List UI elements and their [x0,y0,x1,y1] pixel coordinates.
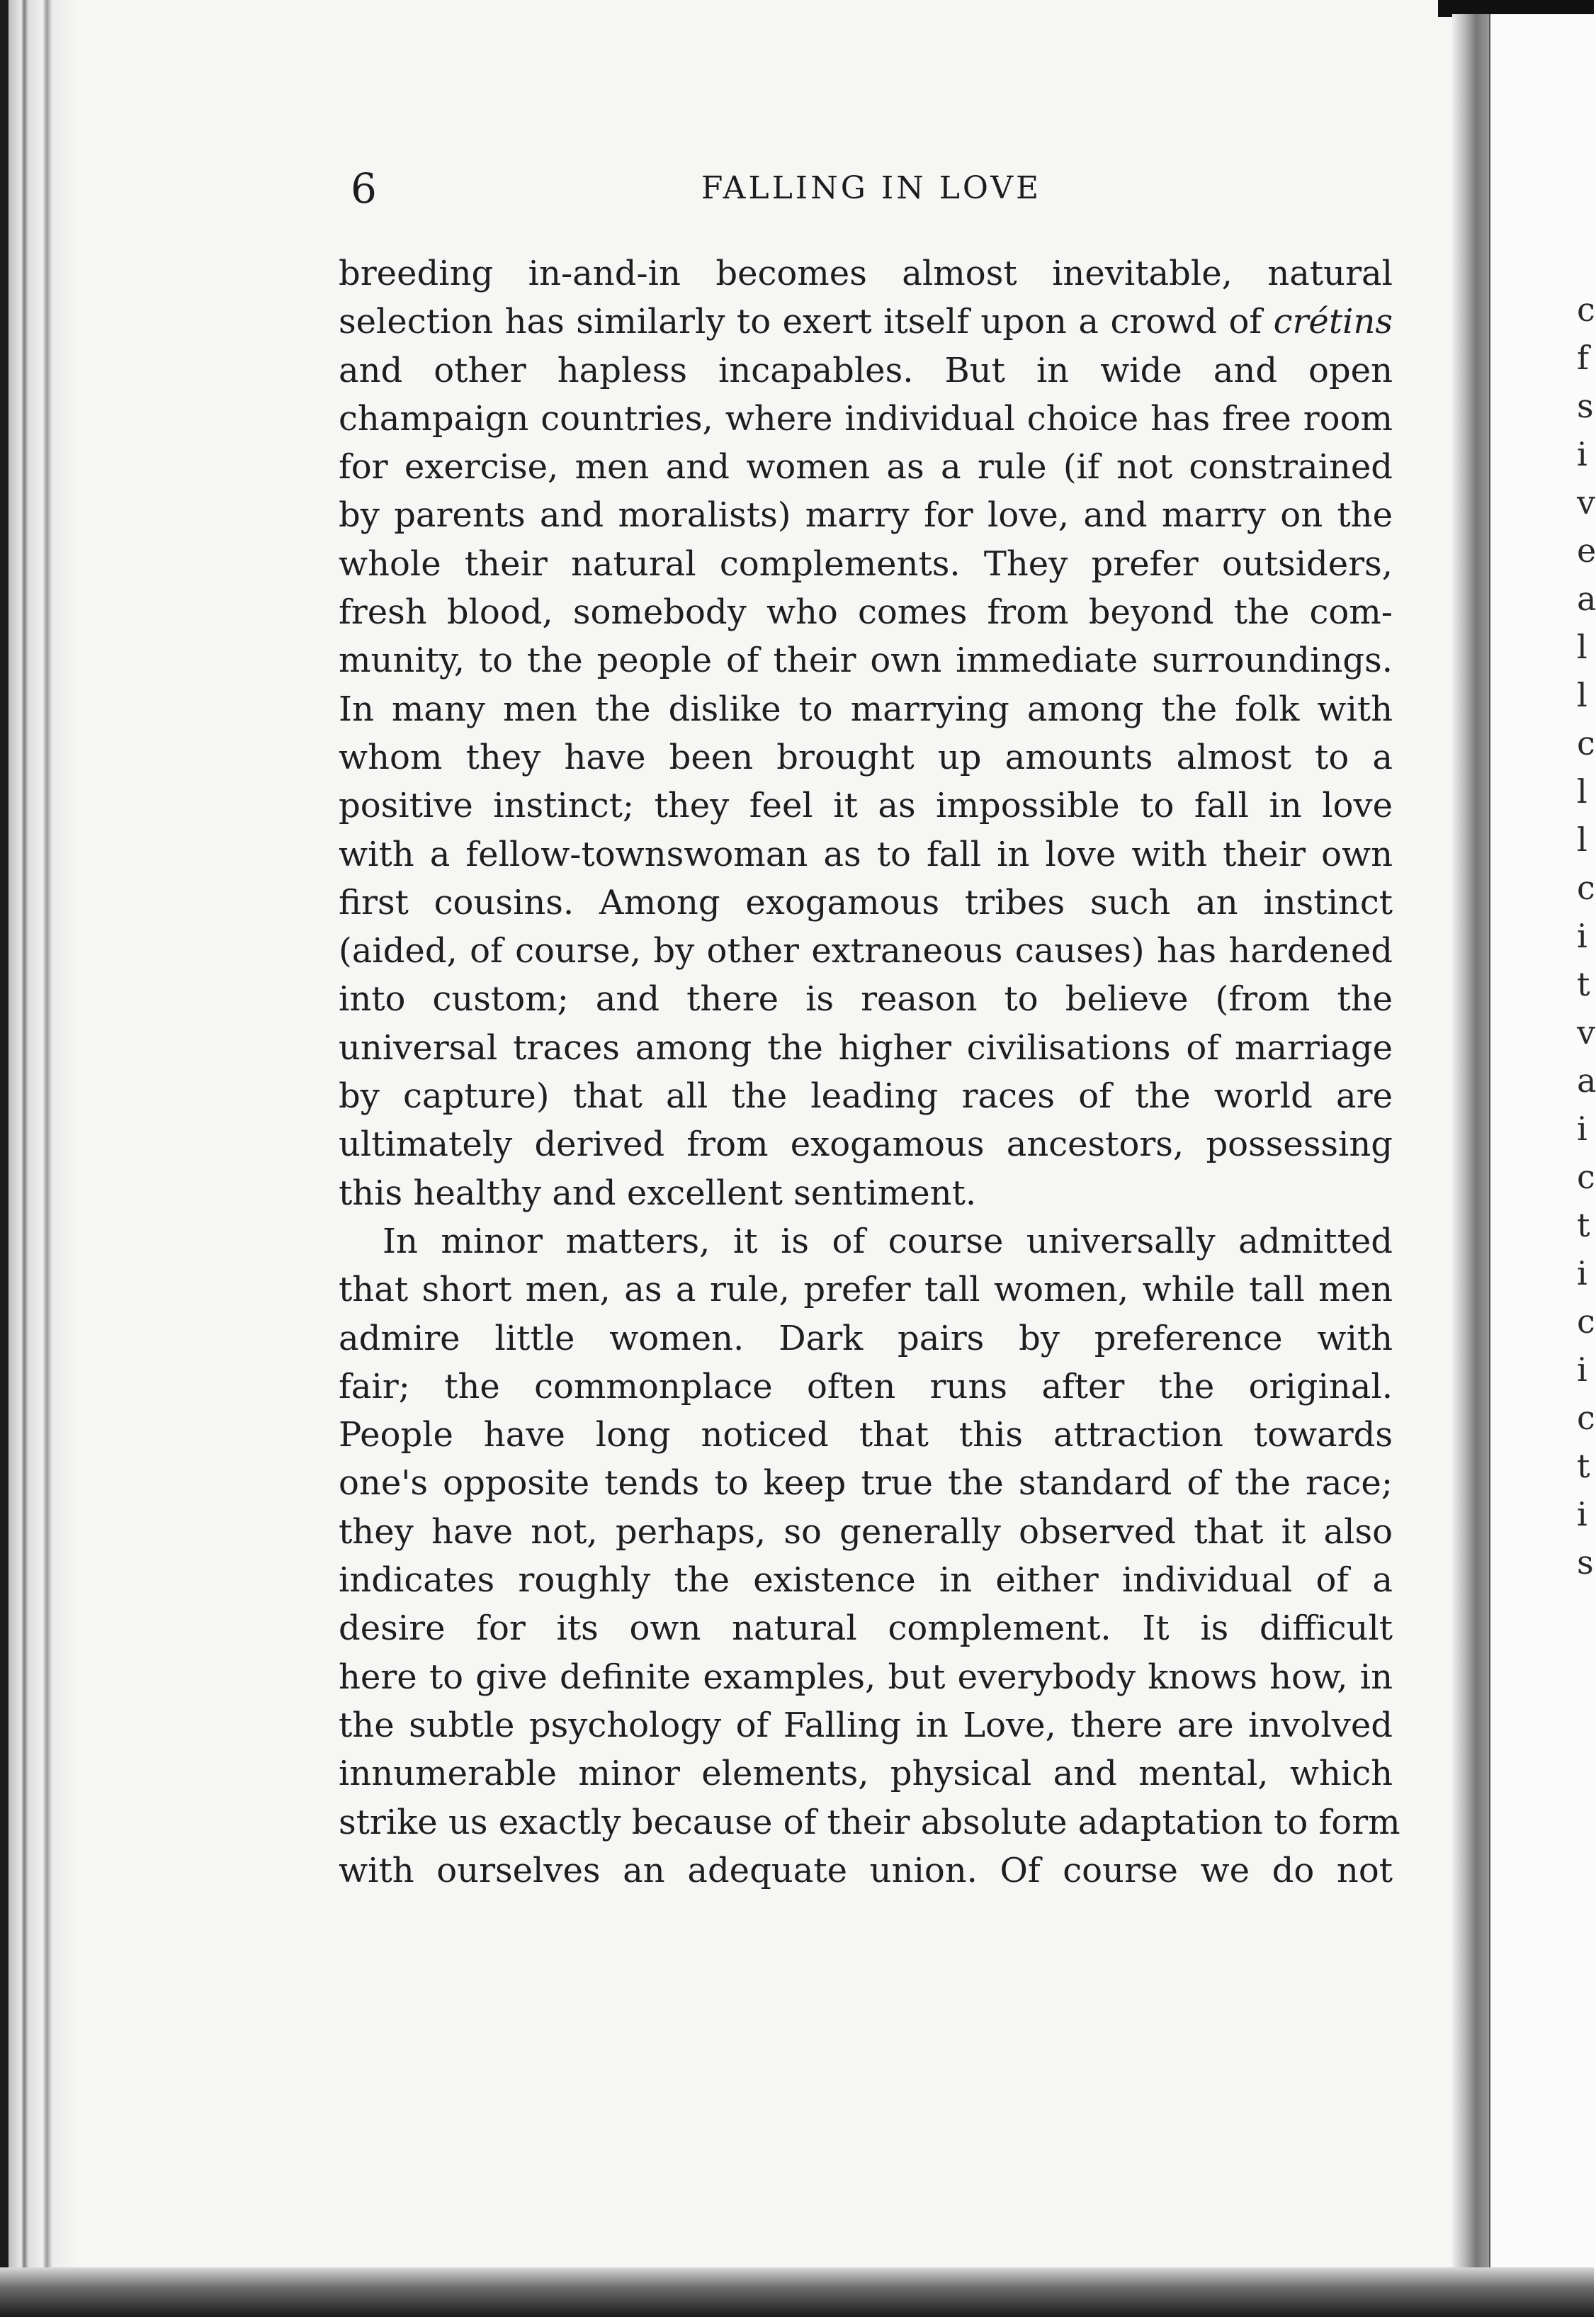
facing-page-glyph: s [1577,1543,1594,1582]
page-gutter-shadow [1452,14,1489,2274]
facing-page-glyph: i [1577,1254,1587,1292]
facing-page-glyph: c [1577,724,1595,762]
running-title: FALLING IN LOVE [701,170,1042,206]
text-line: by parents and moralists) marry for love, and marry on the [339,495,1393,536]
text-line: In many men the dislike to marrying among the folk with [339,689,1393,729]
text-line: this healthy and excellent sentiment. [339,1173,977,1213]
facing-page-glyph: i [1577,917,1587,955]
text-line: first cousins. Among exogamous tribes such an instinct [339,882,1393,923]
facing-page-glyph: l [1577,821,1587,859]
text-line: People have long noticed that this attraction towards [339,1415,1393,1455]
facing-page-glyph: c [1577,1302,1595,1341]
facing-page-glyph: c [1577,869,1595,907]
text-line: one's opposite tends to keep true the standard of the race; [339,1463,1393,1504]
text-line: whom they have been brought up amounts almost to a [339,737,1393,777]
facing-page-glyph: c [1577,1158,1595,1196]
facing-page-glyph: s [1577,387,1594,425]
text-line: fresh blood, somebody who comes from beyond the com- [339,592,1393,633]
facing-page-glyph: c [1577,291,1595,329]
facing-page-glyph: v [1577,1013,1595,1052]
facing-page-glyph: t [1577,1206,1590,1244]
facing-page-edge [1489,14,1595,2274]
text-line: positive instinct; they feel it as impossible to fall in love [339,786,1393,826]
page-number: 6 [351,164,377,213]
text-line: that short men, as a rule, prefer tall women, while tall men [339,1270,1393,1310]
text-line: champaign countries, where individual choice has free room [339,398,1393,439]
book-spine-edge [0,0,78,2317]
text-line: innumerable minor elements, physical and mental, which [339,1754,1393,1794]
paragraph-1 [339,249,1393,1217]
text-line: indicates roughly the existence in either individual of a [339,1560,1393,1601]
facing-page-glyph: t [1577,1447,1590,1485]
text-line: whole their natural complements. They prefer outsiders, [339,543,1393,584]
facing-page-glyph: i [1577,1110,1587,1148]
facing-page-glyph: l [1577,772,1587,811]
facing-page-glyph: a [1577,580,1596,618]
body-text [339,249,1400,1895]
paragraph-2 [339,1217,1400,1895]
facing-page-glyph: f [1577,339,1590,377]
text-line: admire little women. Dark pairs by preference with [339,1318,1393,1358]
facing-page-glyph: e [1577,531,1596,570]
text-line: here to give definite examples, but everybody knows how, in [339,1657,1393,1697]
facing-page-glyph: i [1577,1495,1587,1533]
text-line: ultimately derived from exogamous ancestors, possessing [339,1124,1393,1165]
facing-page-glyph: l [1577,676,1587,714]
facing-page-glyph: a [1577,1061,1596,1100]
text-line: and other hapless incapables. But in wide and open [339,350,1393,390]
facing-page-glyph: i [1577,435,1587,473]
facing-page-glyph: c [1577,1399,1595,1437]
text-line: strike us exactly because of their absolute adaptation to form [339,1802,1400,1842]
text-line: In minor matters, it is of course universally admitted [383,1221,1393,1261]
scan-border-bottom [0,2267,1594,2317]
facing-page-glyph: t [1577,965,1590,1003]
text-line: munity, to the people of their own immediate surroundings. [339,641,1393,681]
text-line: selection has similarly to exert itself upon a crowd of crétins [339,302,1393,342]
facing-page-glyph: v [1577,483,1595,522]
text-line: with a fellow-townswoman as to fall in love with their own [339,834,1393,874]
text-line: desire for its own natural complement. It is difficult [339,1608,1393,1649]
text-line: with ourselves an adequate union. Of course we do not [339,1850,1393,1890]
text-line: into custom; and there is reason to believe (from the [339,979,1393,1020]
text-line: for exercise, men and women as a rule (if not constrained [339,447,1393,487]
text-line: by capture) that all the leading races of the world are [339,1076,1393,1117]
facing-page-glyph: l [1577,628,1587,666]
page-header [351,164,1392,221]
text-line: the subtle psychology of Falling in Love, there are involved [339,1705,1393,1745]
text-line: they have not, perhaps, so generally observed that it also [339,1511,1393,1552]
italic-word: crétins [1273,302,1393,342]
text-line: fair; the commonplace often runs after the original. [339,1366,1393,1406]
text-line: universal traces among the higher civilisations of marriage [339,1027,1393,1068]
text-line: breeding in-and-in becomes almost inevitable, natural [339,254,1393,293]
facing-page-glyph: i [1577,1351,1587,1389]
text-line: (aided, of course, by other extraneous causes) has hardened [339,931,1393,971]
